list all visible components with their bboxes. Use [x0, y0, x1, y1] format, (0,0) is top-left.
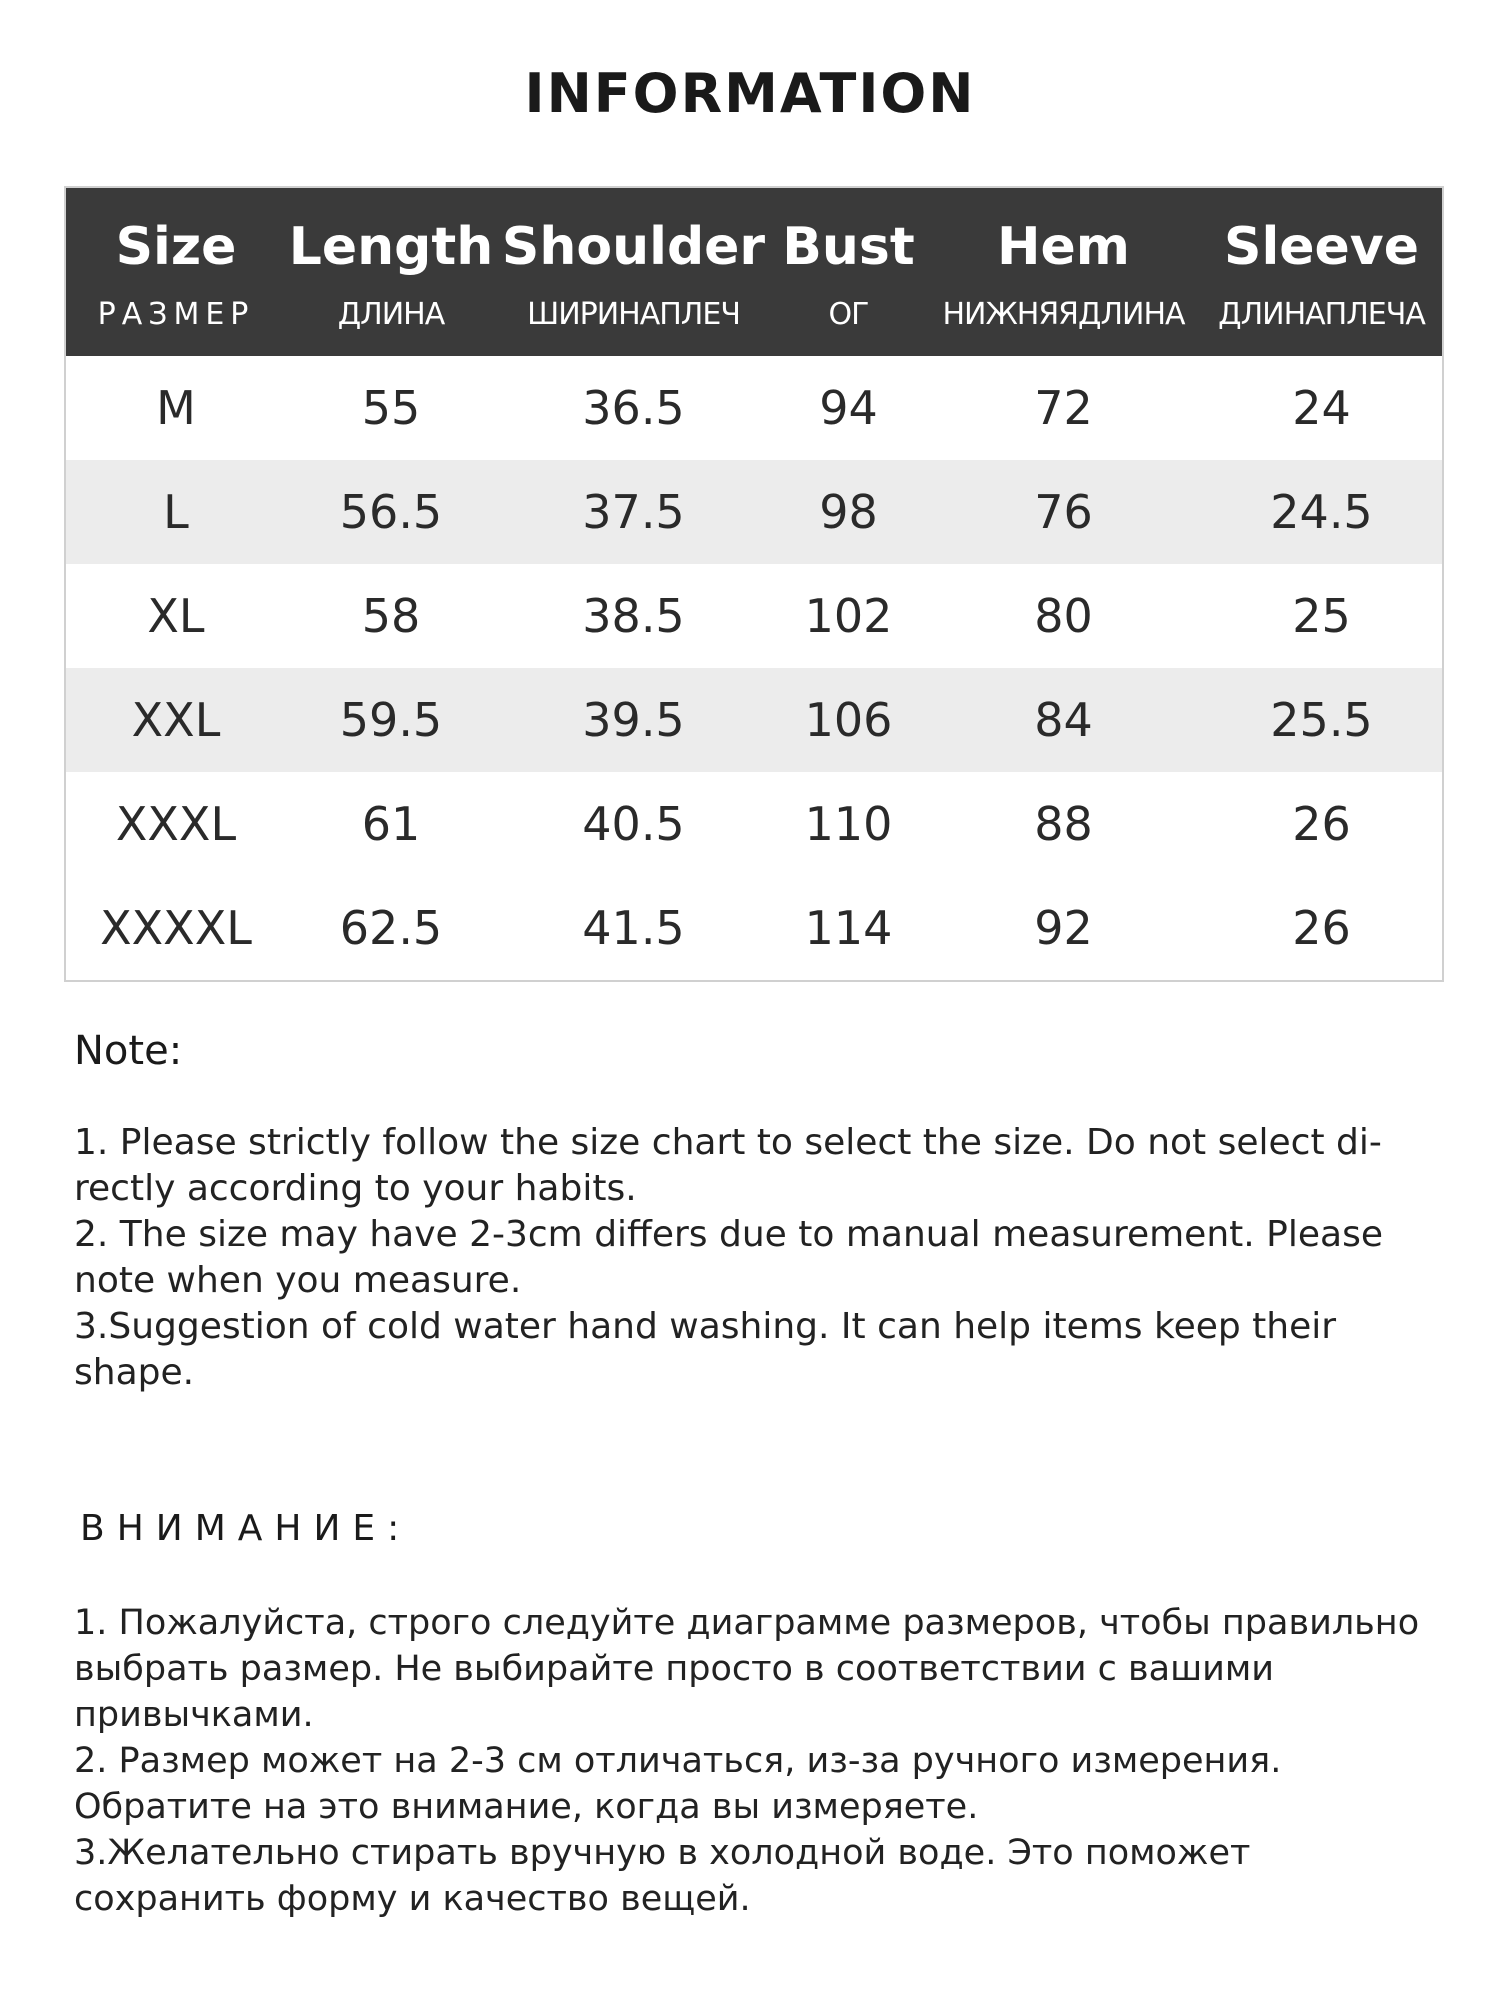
cell-size: L: [163, 485, 189, 539]
ru-note-line: 1. Пожалуйста, строго следуйте диаграмме размеров, чтобы правильно: [74, 1603, 1420, 1643]
cell-sleeve: 25: [1292, 589, 1351, 643]
header-shoulder: [496, 188, 771, 356]
cell-hem: 76: [1034, 485, 1093, 539]
cell-shoulder: 39.5: [582, 693, 685, 747]
header-label-en: Bust: [782, 216, 915, 277]
table-row: [66, 772, 1442, 876]
cell-hem: 88: [1034, 797, 1093, 851]
cell-shoulder: 41.5: [582, 901, 685, 955]
ru-note-heading: ВНИМАНИЕ:: [80, 1508, 412, 1549]
cell-hem: 92: [1034, 901, 1093, 955]
note-line: 1. Please strictly follow the size chart to select the size. Do not select di-: [74, 1122, 1382, 1163]
header-sleeve: [1201, 188, 1442, 356]
cell-shoulder: 38.5: [582, 589, 685, 643]
table-row: [66, 460, 1442, 564]
cell-sleeve: 25.5: [1270, 693, 1373, 747]
cell-length: 56.5: [339, 485, 443, 539]
table-header: [66, 188, 1442, 356]
header-label-ru: НИЖНЯЯДЛИНА: [942, 296, 1185, 332]
note-line: shape.: [74, 1352, 195, 1393]
header-length: [286, 188, 496, 356]
cell-size: XXXXL: [100, 901, 252, 955]
header-label-ru: ОГ: [828, 296, 869, 332]
header-size: [66, 188, 286, 356]
cell-length: 62.5: [339, 901, 443, 955]
cell-sleeve: 24: [1292, 381, 1351, 435]
header-label-en: Length: [288, 216, 494, 277]
header-label-ru: ДЛИНА: [337, 296, 445, 332]
size-chart-table: [64, 186, 1444, 982]
note-line: rectly according to your habits.: [74, 1168, 637, 1209]
cell-length: 59.5: [339, 693, 443, 747]
cell-bust: 94: [819, 381, 878, 435]
cell-bust: 98: [819, 485, 878, 539]
cell-bust: 106: [804, 693, 893, 747]
note-line: 3.Suggestion of cold water hand washing. It can help items keep their: [74, 1306, 1337, 1347]
cell-sleeve: 26: [1292, 797, 1351, 851]
cell-size: XXXL: [115, 797, 237, 851]
cell-size: M: [156, 381, 196, 435]
header-label-ru: ШИРИНАПЛЕЧ: [527, 296, 740, 332]
cell-bust: 110: [804, 797, 893, 851]
header-label-en: Shoulder: [501, 216, 766, 277]
ru-note-line: привычками.: [74, 1695, 314, 1735]
cell-sleeve: 24.5: [1270, 485, 1373, 539]
cell-length: 61: [361, 797, 421, 851]
cell-shoulder: 36.5: [582, 381, 685, 435]
table-row: [66, 356, 1442, 460]
cell-length: 55: [361, 381, 421, 435]
cell-length: 58: [361, 589, 421, 643]
cell-shoulder: 37.5: [582, 485, 685, 539]
cell-shoulder: 40.5: [582, 797, 685, 851]
note-heading: Note:: [74, 1028, 183, 1074]
cell-bust: 114: [804, 901, 893, 955]
note-line: note when you measure.: [74, 1260, 522, 1301]
cell-hem: 72: [1034, 381, 1093, 435]
header-label-en: Sleeve: [1224, 216, 1419, 277]
header-label-en: Hem: [997, 216, 1130, 277]
note-list: [74, 1120, 1454, 1396]
ru-note-line: 3.Желательно стирать вручную в холодной воде. Это поможет: [74, 1833, 1251, 1873]
ru-note-line: выбрать размер. Не выбирайте просто в соответствии с вашими: [74, 1649, 1275, 1689]
cell-bust: 102: [804, 589, 893, 643]
cell-sleeve: 26: [1292, 901, 1351, 955]
note-line: 2. The size may have 2-3cm differs due to manual measurement. Please: [74, 1214, 1383, 1255]
ru-note-line: 2. Размер может на 2-3 см отличаться, из-за ручного измерения.: [74, 1741, 1282, 1781]
cell-size: XXL: [131, 693, 221, 747]
cell-hem: 84: [1034, 693, 1093, 747]
header-hem: [926, 188, 1201, 356]
header-label-ru: ДЛИНАПЛЕЧА: [1218, 296, 1425, 332]
page-title: INFORMATION: [524, 62, 976, 125]
table-row: [66, 564, 1442, 668]
header-label-en: Size: [115, 216, 237, 277]
table-row: [66, 668, 1442, 772]
ru-note-line: сохранить форму и качество вещей.: [74, 1879, 751, 1919]
header-label-ru: РАЗМЕР: [97, 296, 255, 332]
ru-note-line: Обратите на это внимание, когда вы измеряете.: [74, 1787, 979, 1827]
header-bust: [771, 188, 926, 356]
table-row: [66, 876, 1442, 980]
cell-size: XL: [147, 589, 205, 643]
cell-hem: 80: [1034, 589, 1093, 643]
ru-note-list: [74, 1600, 1474, 1922]
